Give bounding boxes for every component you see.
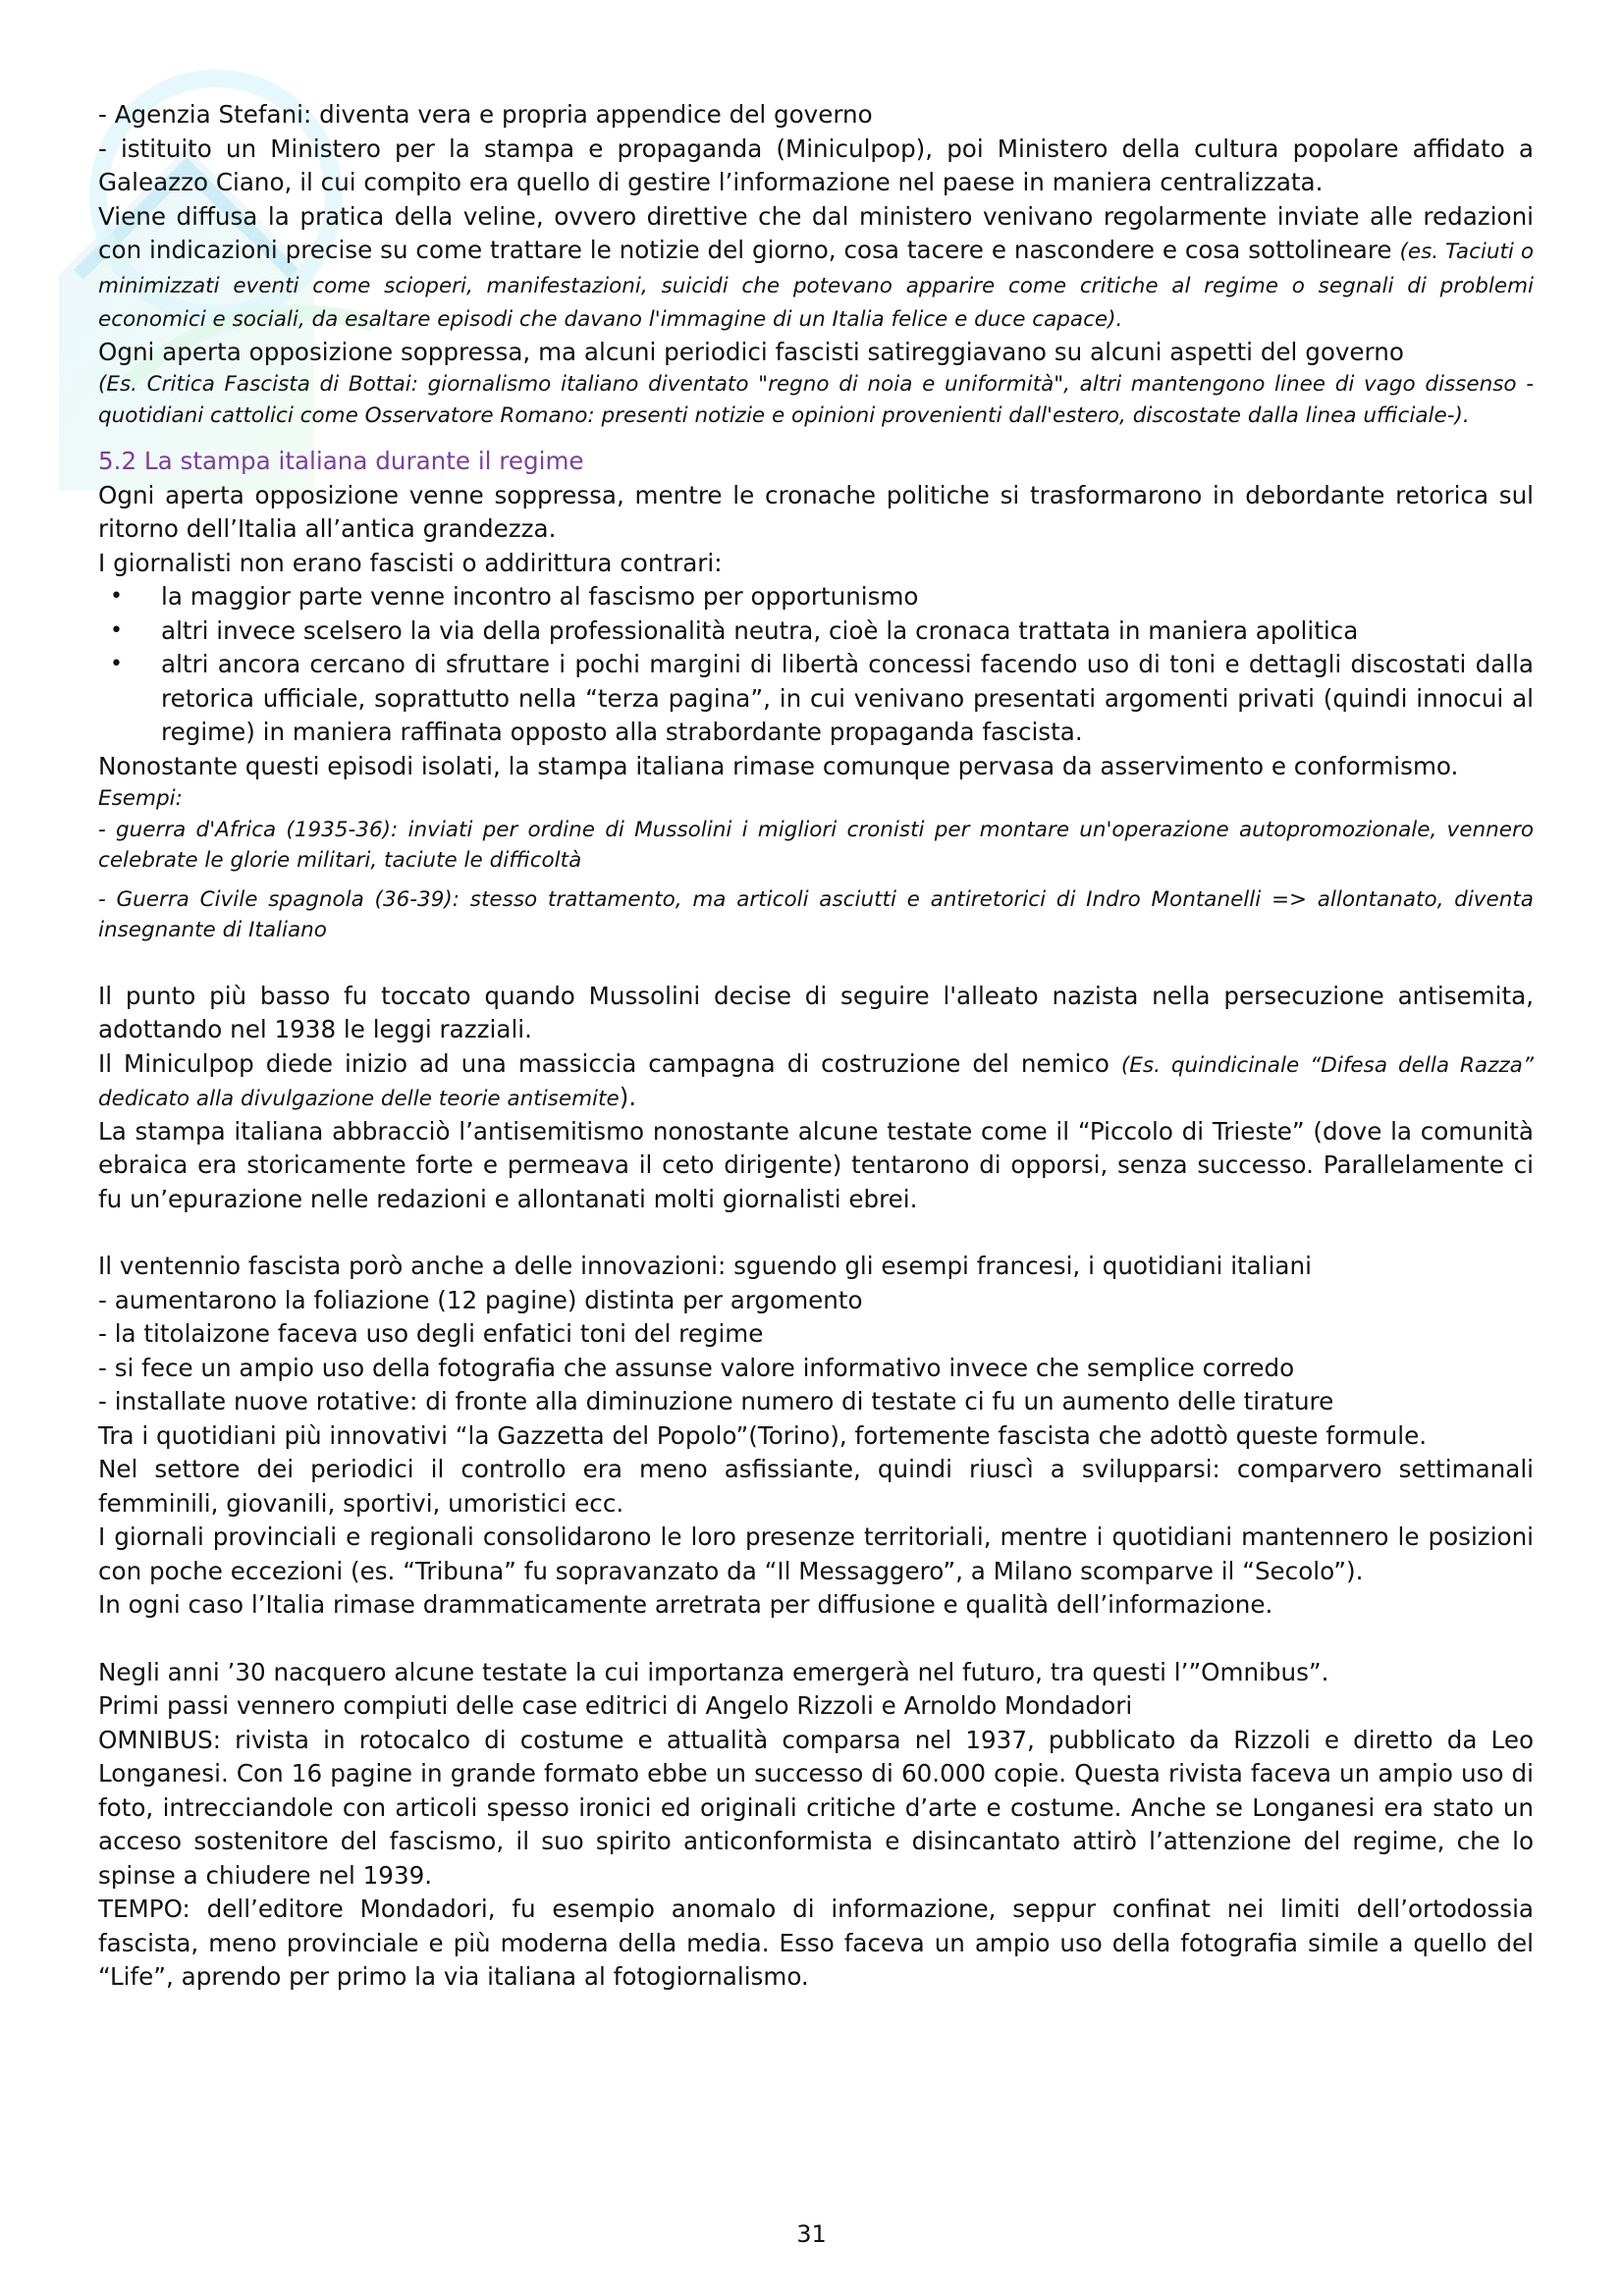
enemy-campaign-example: (Es. quindicinale “Difesa della Razza” dedicato alla divulgazione delle teorie antisemite bbox=[98, 1052, 1534, 1111]
innovations-line: - aumentarono la foliazione (12 pagine) distinta per argomento bbox=[98, 1285, 863, 1314]
agency-line: - Agenzia Stefani: diventa vera e propria appendice del governo bbox=[98, 100, 873, 129]
antisemitism-paragraph: La stampa italiana abbracciò l’antisemitismo nonostante alcune testate come il “Piccolo di Trieste” (dove la comunità ebraica era storicamente forte e permeava il ceto dirigente) tentarono di opporsi, senza successo. Parallelamente ci fu un’epurazione nelle redazioni e allontanati molti giornalisti ebrei. bbox=[98, 1116, 1534, 1213]
innovations-line: In ogni caso l’Italia rimase drammaticamente arretrata per diffusione e qualità dell’informazione. bbox=[98, 1590, 1273, 1619]
thirties-line: Negli anni ’30 nacquero alcune testate la cui importanza emergerà nel futuro, tra questi l’”Omnibus”. bbox=[98, 1657, 1329, 1686]
opposition-example: (Es. Critica Fascista di Bottai: giornalismo italiano diventato "regno di noia e uniformità", altri mantengono linee di vago dissenso -quotidiani cattolici come Osservatore Romano: presenti notizie e opinioni provenienti dall'estero, discostate dalla linea ufficiale-). bbox=[98, 372, 1534, 428]
innovations-line: Tra i quotidiani più innovativi “la Gazzetta del Popolo”(Torino), fortemente fascista che adottò queste formule. bbox=[98, 1420, 1428, 1450]
thirties-line: Primi passi vennero compiuti delle case editrici di Angelo Rizzoli e Arnoldo Mondadori bbox=[98, 1691, 1133, 1720]
enemy-campaign-text: Il Miniculpop diede inizio ad una massiccia campagna di costruzione del nemico bbox=[98, 1048, 1109, 1078]
journalists-list bbox=[98, 580, 1534, 750]
innovations-line: - la titolaizone faceva uso degli enfatici toni del regime bbox=[98, 1319, 764, 1348]
section-heading: 5.2 La stampa italiana durante il regime bbox=[98, 447, 584, 475]
innovations-line: Il ventennio fascista porò anche a delle innovazioni: sguendo gli esempi francesi, i quotidiani italiani bbox=[98, 1252, 1312, 1280]
veline-example: (es. Taciuti o minimizzati eventi come scioperi, manifestazioni, suicidi che potevano apparire come critiche al regime o segnali di problemi economici e sociali, da esaltare episodi che davano l'immagine di un Italia felice e duce capace). bbox=[98, 240, 1534, 332]
list-item: • la maggior parte venne incontro al fascismo per opportunismo bbox=[98, 580, 1534, 614]
innovations-line: - si fece un ampio uso della fotografia che assunse valore informativo invece che semplice corredo bbox=[98, 1353, 1295, 1382]
enemy-campaign-end: ). bbox=[619, 1083, 637, 1111]
section-conclusion: Nonostante questi episodi isolati, la stampa italiana rimase comunque pervasa da asservimento e conformismo. bbox=[98, 751, 1459, 780]
veline-text: Viene diffusa la pratica della veline, ovvero direttive che dal ministero venivano regolarmente inviate alle redazioni con indicazioni precise su come trattare le notizie del giorno, cosa tacere e nascondere e cosa sottolineare bbox=[98, 201, 1534, 264]
section-intro: Ogni aperta opposizione venne soppressa, mentre le cronache politiche si trasformarono in debordante retorica sul ritorno dell’Italia all’antica grandezza. bbox=[98, 480, 1534, 543]
opposition-paragraph: Ogni aperta opposizione soppressa, ma alcuni periodici fascisti satireggiavano su alcuni aspetti del governo bbox=[98, 337, 1404, 366]
enemy-campaign-paragraph bbox=[98, 1047, 1534, 1115]
innovations-line: - installate nuove rotative: di fronte alla diminuzione numero di testate ci fu un aumento delle tirature bbox=[98, 1387, 1334, 1415]
ministry-paragraph: - istituito un Ministero per la stampa e propaganda (Miniculpop), poi Ministero della cultura popolare affidato a Galeazzo Ciano, il cui compito era quello di gestire l’informazione nel paese in maniera centralizzata. bbox=[98, 133, 1534, 196]
page-number: 31 bbox=[796, 2220, 827, 2248]
list-item: • altri ancora cercano di sfruttare i pochi margini di libertà concessi facendo uso di toni e dettagli discostati dalla retorica ufficiale, soprattutto nella “terza pagina”, in cui venivano presentati argomenti privati (quindi innocui al regime) in maniera raffinata opposto alla strabordante propaganda fascista. bbox=[98, 648, 1534, 750]
example-africa: - guerra d'Africa (1935-36): inviati per ordine di Mussolini i migliori cronisti per montare un'operazione autopromozionale, vennero celebrate le glorie militari, taciute le difficoltà bbox=[98, 817, 1534, 873]
document-page bbox=[98, 98, 1534, 1995]
omnibus-paragraph: OMNIBUS: rivista in rotocalco di costume e attualità comparsa nel 1937, pubblicato da Rizzoli e diretto da Leo Longanesi. Con 16 pagine in grande formato ebbe un successo di 60.000 copie. Questa rivista faceva un ampio uso di foto, intrecciandole con articoli spesso ironici ed originali critiche d’arte e costume. Anche se Longanesi era stato un acceso sostenitore del fascismo, il suo spirito anticonformista e disincantato attirò l’attenzione del regime, che lo spinse a chiudere nel 1939. bbox=[98, 1725, 1534, 1890]
example-spain: - Guerra Civile spagnola (36-39): stesso trattamento, ma articoli asciutti e antiretorici di Indro Montanelli => allontanato, diventa insegnante di Italiano bbox=[98, 886, 1534, 942]
innovations-line: I giornali provinciali e regionali consolidarono le loro presenze territoriali, mentre i quotidiani mantennero le posizioni con poche eccezioni (es. “Tribuna” fu sopravanzato da “Il Messaggero”, a Milano scomparve il “Secolo”). bbox=[98, 1522, 1534, 1585]
racial-laws-paragraph: Il punto più basso fu toccato quando Mussolini decise di seguire l'alleato nazista nella persecuzione antisemita, adottando nel 1938 le leggi razziali. bbox=[98, 981, 1534, 1043]
examples-label: Esempi: bbox=[98, 786, 183, 811]
list-item: • altri invece scelsero la via della professionalità neutra, cioè la cronaca trattata in maniera apolitica bbox=[98, 614, 1534, 649]
tempo-paragraph: TEMPO: dell’editore Mondadori, fu esempio anomalo di informazione, seppur confinat nei limiti dell’ortodossia fascista, meno provinciale e più moderna della media. Esso faceva un ampio uso della fotografia simile a quello del “Life”, aprendo per primo la via italiana al fotogiornalismo. bbox=[98, 1895, 1534, 1991]
veline-paragraph bbox=[98, 200, 1534, 336]
journalists-lead: I giornalisti non erano fascisti o addirittura contrari: bbox=[98, 548, 723, 577]
innovations-line: Nel settore dei periodici il controllo era meno asfissiante, quindi riuscì a svilupparsi: comparvero settimanali femminili, giovanili, sportivi, umoristici ecc. bbox=[98, 1455, 1534, 1518]
